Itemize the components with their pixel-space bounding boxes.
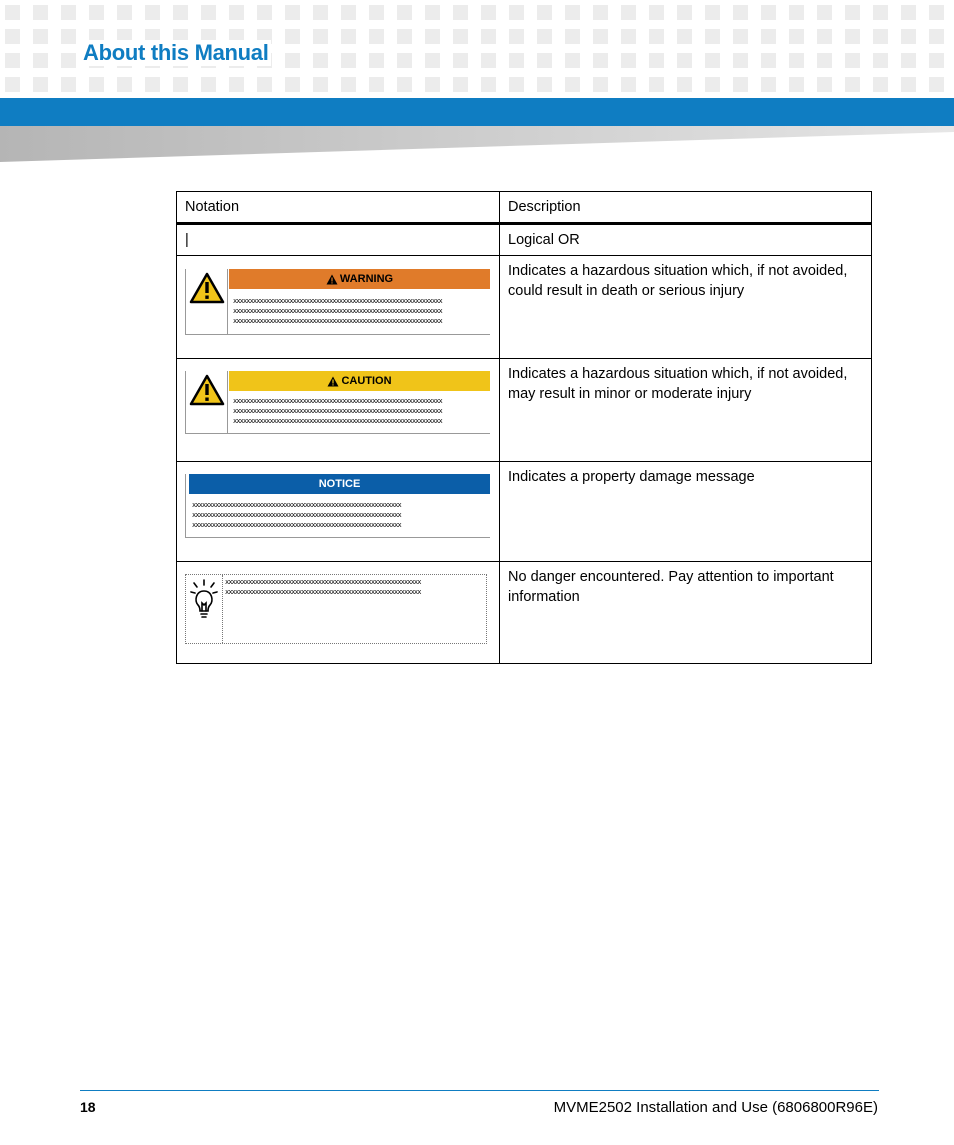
pattern-square [733,5,748,20]
pattern-square [425,53,440,68]
description-cell: Logical OR [500,224,872,256]
pattern-square [313,29,328,44]
header-gray-wedge [0,126,954,164]
pattern-square [537,53,552,68]
placeholder-line: xxxxxxxxxxxxxxxxxxxxxxxxxxxxxxxxxxxxxxxxxxxxxxxxxxxxxxxxxxxxxxx [233,317,442,325]
description-cell: Indicates a hazardous situation which, if not avoided, could result in death or serious injury [500,256,872,359]
placeholder-lines [225,577,486,597]
pattern-square [481,5,496,20]
pattern-square [313,53,328,68]
description-cell: Indicates a hazardous situation which, if not avoided, may result in minor or moderate injury [500,359,872,462]
pattern-square [789,77,804,92]
pattern-square [621,29,636,44]
pattern-square [341,53,356,68]
header-description: Description [500,192,872,224]
placeholder-line: xxxxxxxxxxxxxxxxxxxxxxxxxxxxxxxxxxxxxxxxxxxxxxxxxxxxxxxxxxxxxxx [233,397,442,405]
pattern-square [509,53,524,68]
pattern-square [621,53,636,68]
page-number: 18 [80,1099,96,1115]
pattern-square [733,77,748,92]
pattern-square [453,5,468,20]
placeholder-line: xxxxxxxxxxxxxxxxxxxxxxxxxxxxxxxxxxxxxxxxxxxxxxxxxxxxxxxxxxxxxxx [233,297,442,305]
pattern-square [369,77,384,92]
placeholder-line: xxxxxxxxxxxxxxxxxxxxxxxxxxxxxxxxxxxxxxxxxxxxxxxxxxxxxxxxxxxxxxx [233,417,442,425]
pattern-square [845,29,860,44]
pattern-square [285,53,300,68]
pattern-square [649,5,664,20]
placeholder-line: xxxxxxxxxxxxxxxxxxxxxxxxxxxxxxxxxxxxxxxxxxxxxxxxxxxxxxxxxxx [225,578,421,586]
header-blue-bar [0,98,954,126]
pattern-square [425,5,440,20]
pattern-square [649,77,664,92]
pattern-square [705,53,720,68]
placeholder-line: xxxxxxxxxxxxxxxxxxxxxxxxxxxxxxxxxxxxxxxxxxxxxxxxxxxxxxxxxxxxxxx [192,521,401,529]
pattern-square [229,5,244,20]
pattern-square [565,5,580,20]
table-row [177,562,872,664]
pattern-square [817,29,832,44]
pattern-square [677,5,692,20]
pattern-square [873,29,888,44]
pattern-square [453,29,468,44]
pattern-square [173,5,188,20]
pattern-square [369,5,384,20]
table-row [177,462,872,562]
pattern-square [845,5,860,20]
pattern-square [257,77,272,92]
lightbulb-icon [186,575,223,643]
pattern-square [481,77,496,92]
table-row [177,359,872,462]
pattern-square [873,5,888,20]
caution-label: CAUTION [341,375,392,387]
pattern-square [929,77,944,92]
pattern-square [733,53,748,68]
pattern-square [677,77,692,92]
placeholder-line: xxxxxxxxxxxxxxxxxxxxxxxxxxxxxxxxxxxxxxxxxxxxxxxxxxxxxxxxxxx [225,588,421,596]
pattern-square [789,29,804,44]
pattern-square [257,5,272,20]
pattern-square [901,53,916,68]
pattern-square [481,53,496,68]
placeholder-line: xxxxxxxxxxxxxxxxxxxxxxxxxxxxxxxxxxxxxxxxxxxxxxxxxxxxxxxxxxxxxxx [233,307,442,315]
warning-sign [185,269,490,335]
pattern-square [817,53,832,68]
pattern-square [677,53,692,68]
caution-small-icon [327,376,339,387]
pattern-square [593,5,608,20]
pattern-square [5,5,20,20]
description-cell: Indicates a property damage message [500,462,872,562]
pattern-square [5,77,20,92]
pattern-square [425,29,440,44]
pattern-square [537,29,552,44]
pattern-square [481,29,496,44]
pattern-square [397,5,412,20]
pattern-square [33,77,48,92]
notice-banner: NOTICE [189,474,490,494]
pattern-square [901,5,916,20]
pattern-square [313,5,328,20]
pattern-square [649,53,664,68]
pattern-square [229,77,244,92]
placeholder-line: xxxxxxxxxxxxxxxxxxxxxxxxxxxxxxxxxxxxxxxxxxxxxxxxxxxxxxxxxxxxxxx [233,407,442,415]
pattern-square [593,77,608,92]
pattern-square [89,77,104,92]
pattern-square [845,77,860,92]
pattern-square [145,77,160,92]
pattern-square [565,53,580,68]
pattern-square [705,29,720,44]
pattern-square [89,5,104,20]
notation-warning-cell [177,256,500,359]
caution-banner [229,371,490,391]
pattern-square [929,5,944,20]
pattern-square [789,53,804,68]
pattern-square [117,5,132,20]
pattern-square [677,29,692,44]
placeholder-line: xxxxxxxxxxxxxxxxxxxxxxxxxxxxxxxxxxxxxxxxxxxxxxxxxxxxxxxxxxxxxxx [192,511,401,519]
warning-label: WARNING [339,273,394,285]
pattern-square [117,77,132,92]
placeholder-lines [233,296,490,326]
pattern-square [761,77,776,92]
pattern-square [173,77,188,92]
pattern-square [565,77,580,92]
table-row [177,256,872,359]
pattern-square [593,29,608,44]
pattern-square [5,29,20,44]
pattern-square [201,5,216,20]
pattern-square [369,29,384,44]
notation-caution-cell [177,359,500,462]
pattern-square [509,77,524,92]
notation-tip-cell [177,562,500,664]
pattern-square [453,53,468,68]
pattern-square [929,29,944,44]
footer-rule [80,1090,879,1091]
pattern-square [873,77,888,92]
pattern-square [285,29,300,44]
warning-small-icon [326,274,338,285]
pattern-square [509,29,524,44]
pattern-square [369,53,384,68]
caution-triangle-icon [186,371,228,433]
pattern-square [621,77,636,92]
pattern-square [145,5,160,20]
pattern-square [341,29,356,44]
pattern-square [733,29,748,44]
footer-doc-title: MVME2502 Installation and Use (6806800R96E) [553,1099,878,1116]
placeholder-lines [233,396,490,426]
pattern-square [5,53,20,68]
pattern-square [817,77,832,92]
pattern-square [929,53,944,68]
pattern-square [873,53,888,68]
pattern-square [761,29,776,44]
pattern-square [565,29,580,44]
pattern-square [313,77,328,92]
tip-sign [185,574,487,644]
pattern-square [61,77,76,92]
pattern-square [61,29,76,44]
pattern-square [453,77,468,92]
pattern-square [61,5,76,20]
pattern-square [705,77,720,92]
notation-notice-cell [177,462,500,562]
header-notation: Notation [177,192,500,224]
notice-sign [185,474,490,538]
pattern-square [537,5,552,20]
pattern-square [341,5,356,20]
pattern-square [649,29,664,44]
pattern-square [33,29,48,44]
page-title: About this Manual [83,40,269,65]
pattern-square [901,77,916,92]
pattern-square [509,5,524,20]
pattern-square [285,77,300,92]
caution-sign [185,371,490,434]
pattern-square [397,53,412,68]
placeholder-lines [192,500,490,530]
description-cell: No danger encountered. Pay attention to important information [500,562,872,664]
warning-triangle-icon [186,269,228,334]
pattern-square [761,5,776,20]
warning-banner [229,269,490,289]
pattern-square [593,53,608,68]
table-header-row [177,192,872,224]
table-row [177,224,872,256]
pattern-square [705,5,720,20]
pattern-square [201,77,216,92]
pattern-square [285,5,300,20]
pattern-square [817,5,832,20]
pattern-square [761,53,776,68]
pattern-square [61,53,76,68]
pattern-square [425,77,440,92]
placeholder-line: xxxxxxxxxxxxxxxxxxxxxxxxxxxxxxxxxxxxxxxxxxxxxxxxxxxxxxxxxxxxxxx [192,501,401,509]
pattern-square [901,29,916,44]
pattern-square [789,5,804,20]
notation-table [176,191,872,664]
pattern-square [33,5,48,20]
pattern-square [33,53,48,68]
pattern-square [341,77,356,92]
pattern-square [397,77,412,92]
pattern-square [845,53,860,68]
pattern-square [621,5,636,20]
notation-logical-or: | [177,224,500,256]
pattern-square [537,77,552,92]
pattern-square [397,29,412,44]
